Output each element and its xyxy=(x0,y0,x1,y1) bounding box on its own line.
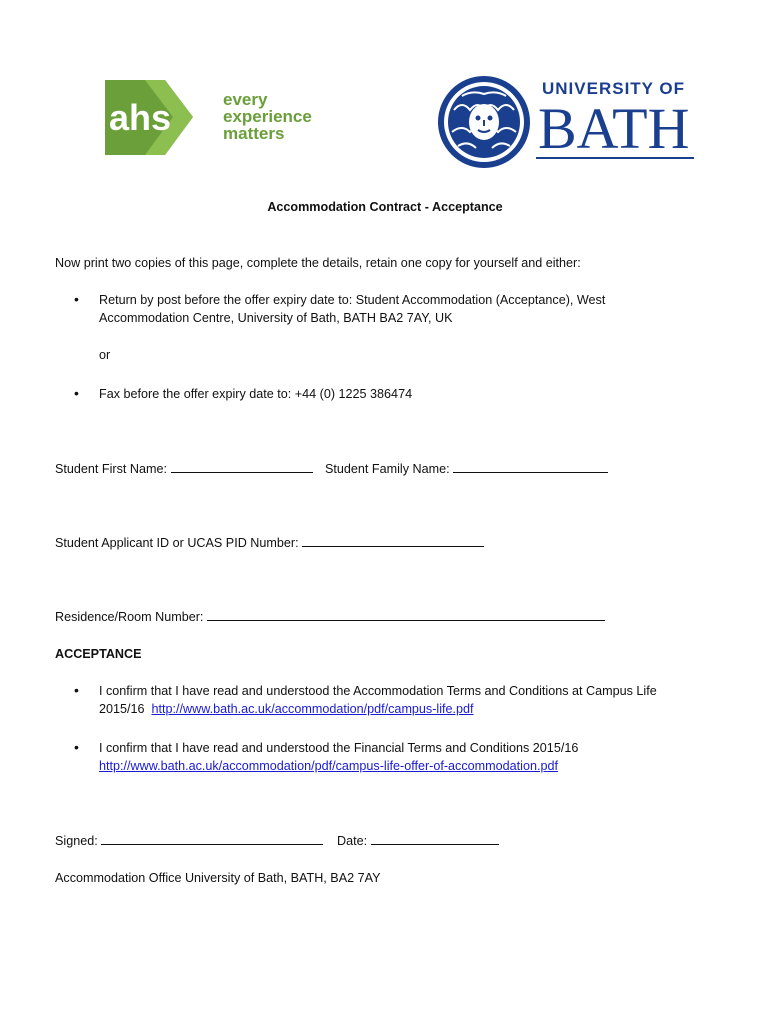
ahs-mark: ahs xyxy=(109,97,172,138)
applicant-id-field[interactable] xyxy=(55,533,484,552)
applicant-id-label: Student Applicant ID or UCAS PID Number: xyxy=(55,536,299,550)
offer-of-accommodation-link[interactable]: http://www.bath.ac.uk/accommodation/pdf/campus-life-offer-of-accommodation.pdf xyxy=(99,759,558,773)
option1-line1: Return by post before the offer expiry date to: Student Accommodation (Acceptance), West xyxy=(99,293,606,307)
option2-text: Fax before the offer expiry date to: +44 (0) 1225 386474 xyxy=(99,387,413,401)
family-name-blank[interactable] xyxy=(453,459,608,473)
residence-label: Residence/Room Number: xyxy=(55,610,204,624)
acceptance-heading: ACCEPTANCE xyxy=(55,647,142,661)
ahs-tagline-2: experience xyxy=(223,107,312,126)
confirm1-year: 2015/16 xyxy=(99,702,145,716)
bath-crest-icon xyxy=(438,76,530,168)
first-name-field[interactable] xyxy=(55,459,313,478)
campus-life-link[interactable]: http://www.bath.ac.uk/accommodation/pdf/campus-life.pdf xyxy=(151,702,474,716)
bath-line-2: BATH xyxy=(538,96,690,161)
bullet-icon: • xyxy=(74,291,79,307)
ahs-tagline-3: matters xyxy=(223,124,285,143)
date-blank[interactable] xyxy=(371,831,499,845)
bullet-icon: • xyxy=(74,385,79,401)
bath-line-1: UNIVERSITY OF xyxy=(542,79,686,98)
bullet-icon: • xyxy=(74,739,79,755)
first-name-blank[interactable] xyxy=(171,459,313,473)
confirm1-line2 xyxy=(99,700,474,718)
first-name-label: Student First Name: xyxy=(55,462,167,476)
date-field[interactable] xyxy=(337,831,499,850)
confirm2-line1: I confirm that I have read and understood the Financial Terms and Conditions 2015/16 xyxy=(99,741,579,755)
university-of-bath-logo xyxy=(432,70,702,170)
signed-blank[interactable] xyxy=(101,831,323,845)
ahs-logo xyxy=(105,80,330,155)
residence-blank[interactable] xyxy=(207,607,605,621)
intro-text: Now print two copies of this page, complete the details, retain one copy for yourself and either: xyxy=(55,256,581,270)
bullet-icon: • xyxy=(74,682,79,698)
signed-label: Signed: xyxy=(55,834,98,848)
family-name-label: Student Family Name: xyxy=(325,462,450,476)
confirm2-line2 xyxy=(99,757,558,775)
footer-address: Accommodation Office University of Bath, BATH, BA2 7AY xyxy=(55,871,381,885)
confirm1-line1: I confirm that I have read and understood the Accommodation Terms and Conditions at Campus Life xyxy=(99,684,657,698)
family-name-field[interactable] xyxy=(325,459,608,478)
ahs-tagline-1: every xyxy=(223,90,268,109)
residence-field[interactable] xyxy=(55,607,605,626)
document-title: Accommodation Contract - Acceptance xyxy=(267,200,503,214)
date-label: Date: xyxy=(337,834,368,848)
applicant-id-blank[interactable] xyxy=(302,533,484,547)
signed-field[interactable] xyxy=(55,831,323,850)
option1-line2: Accommodation Centre, University of Bath, BATH BA2 7AY, UK xyxy=(99,311,453,325)
or-text: or xyxy=(99,348,111,362)
